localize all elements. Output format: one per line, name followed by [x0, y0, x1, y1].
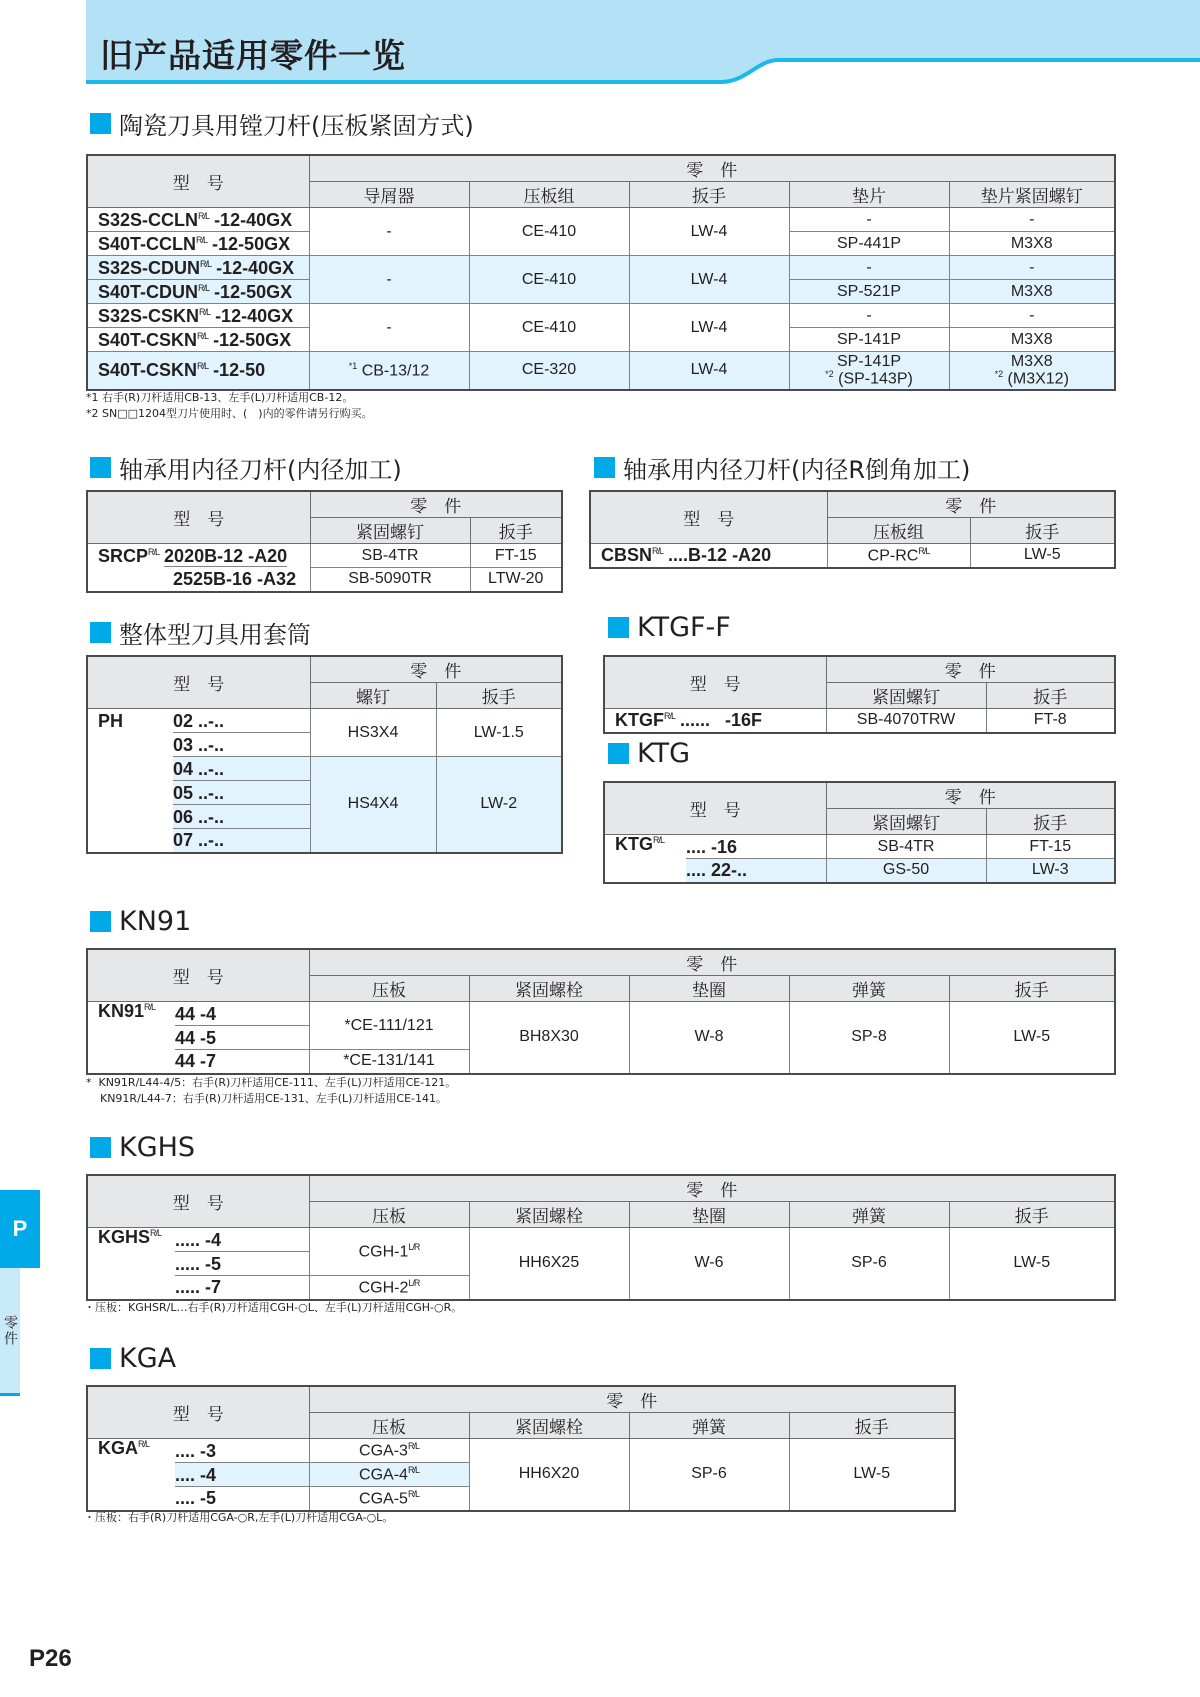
spring-cell: SP-6 — [629, 1439, 789, 1511]
clamp-cell: CGH-$1^{L/R}$ — [309, 1228, 469, 1276]
screw-cell: GS-50 — [826, 859, 986, 883]
model-cell: $S40T-CCLN^{R/L}$ -12-50GX — [87, 232, 309, 256]
model-header: 型 号 — [87, 155, 309, 208]
col-wrench: 扳手 — [949, 976, 1115, 1002]
screw-cell: HS3X4 — [310, 709, 436, 757]
col-screw: 紧固螺钉 — [826, 809, 986, 835]
col-bolt: 紧固螺栓 — [469, 1413, 629, 1439]
chip-breaker-cell: - — [309, 256, 469, 304]
wrench-cell: LW-1.5 — [436, 709, 562, 757]
col-shim: 垫片 — [789, 182, 949, 208]
model-cell: $S40T-CSKN^{R/L}$ -12-50 — [87, 352, 309, 390]
table-row — [87, 1002, 1115, 1026]
wrench-cell: LTW-20 — [470, 568, 562, 592]
col-chip-breaker: 导屑器 — [309, 182, 469, 208]
clamp-cell: CGA-$4^{R/L}$ — [309, 1463, 469, 1487]
col-shim-screw: 垫片紧固螺钉 — [949, 182, 1115, 208]
ceramic-table — [86, 154, 1116, 391]
model-header: 型 号 — [87, 491, 310, 544]
clamp-cell: CE-320 — [469, 352, 629, 390]
wrench-cell: LW-5 — [970, 544, 1115, 568]
note-line: *1 右手(R)刀杆适用CB-13、左手(L)刀杆适用CB-12。 — [86, 391, 354, 404]
model-prefix-cell: PH — [87, 709, 173, 853]
table-row — [87, 544, 562, 568]
wrench-cell: LW-2 — [436, 757, 562, 853]
shim-cell: - — [789, 208, 949, 232]
table-row — [87, 568, 562, 592]
page-number: P26 — [29, 1645, 72, 1672]
page-header — [86, 0, 1200, 90]
spring-cell: SP-8 — [789, 1002, 949, 1074]
model-cell: ..... -7 — [175, 1276, 309, 1300]
model-cell: $S40T-CDUN^{R/L}$ -12-50GX — [87, 280, 309, 304]
table-row — [590, 544, 1115, 568]
shim-cell: SP-141P $^{*2}$ (SP-143P) — [789, 352, 949, 390]
screw-cell: - — [949, 304, 1115, 328]
section-title-text: KTG — [637, 738, 691, 769]
parts-header: 零 件 — [310, 491, 562, 518]
screw-cell: M3X8 $^{*2}$ (M3X12) — [949, 352, 1115, 390]
section-title-bearing-r — [594, 450, 970, 485]
clamp-cell: *CE-111/121 — [309, 1002, 469, 1050]
screw-cell: M3X8 — [949, 232, 1115, 256]
washer-cell: W-8 — [629, 1002, 789, 1074]
parts-header: 零 件 — [826, 656, 1115, 683]
model-cell: $S32S-CCLN^{R/L}$ -12-40GX — [87, 208, 309, 232]
ceramic-notes — [86, 390, 373, 422]
model-cell: .... 22-.. — [686, 859, 826, 883]
section-title-text: 陶瓷刀具用镗刀杆(压板紧固方式) — [119, 112, 474, 140]
section-square-icon — [90, 1348, 111, 1369]
model-cell: ..... -5 — [175, 1252, 309, 1276]
model-header: 型 号 — [604, 782, 826, 835]
note-line: * KN91R/L44-4/5：右手(R)刀杆适用CE-111、左手(L)刀杆适用CE-121。 — [86, 1076, 457, 1089]
side-tab[interactable] — [0, 1190, 40, 1396]
col-screw: 紧固螺钉 — [826, 683, 986, 709]
kga-notes — [84, 1510, 393, 1526]
wrench-cell: LW-5 — [789, 1439, 955, 1511]
model-header: 型 号 — [87, 656, 310, 709]
model-cell: $S32S-CSKN^{R/L}$ -12-40GX — [87, 304, 309, 328]
col-wrench: 扳手 — [629, 182, 789, 208]
parts-header: 零 件 — [309, 949, 1115, 976]
table-row — [87, 304, 1115, 328]
screw-cell: SB-4TR — [826, 835, 986, 859]
col-washer: 垫圈 — [629, 976, 789, 1002]
parts-header: 零 件 — [310, 656, 562, 683]
model-cell: .... -3 — [175, 1439, 309, 1463]
model-cell: 44 -7 — [175, 1050, 309, 1074]
model-cell: 04 ..-.. — [173, 757, 310, 781]
sleeve-table — [86, 655, 563, 854]
screw-cell: - — [949, 208, 1115, 232]
model-header: 型 号 — [87, 949, 309, 1002]
model-prefix-cell: $KN91^{R/L}$ — [87, 1002, 175, 1074]
screw-cell: SB-5090TR — [310, 568, 470, 592]
col-bolt: 紧固螺栓 — [469, 1202, 629, 1228]
bearing-bore-table — [86, 490, 563, 593]
col-spring: 弹簧 — [789, 976, 949, 1002]
note-line: ・压板：右手(R)刀杆适用CGA-○R,左手(L)刀杆适用CGA-○L。 — [84, 1511, 394, 1524]
col-clamp-set: 压板组 — [827, 518, 970, 544]
side-tab-label: 零件 — [0, 1268, 20, 1396]
clamp-cell: CGA-$3^{R/L}$ — [309, 1439, 469, 1463]
section-title-text: KTGF-F — [637, 612, 731, 643]
shim-cell: SP-521P — [789, 280, 949, 304]
model-cell: .... -4 — [175, 1463, 309, 1487]
model-header: 型 号 — [604, 656, 826, 709]
model-cell: 44 -5 — [175, 1026, 309, 1050]
section-title-text: KN91 — [119, 906, 192, 937]
bolt-cell: HH6X25 — [469, 1228, 629, 1300]
clamp-cell: CGA-$5^{R/L}$ — [309, 1487, 469, 1511]
parts-header: 零 件 — [309, 1175, 1115, 1202]
wrench-cell: LW-4 — [629, 352, 789, 390]
table-row — [87, 709, 562, 733]
kn91-notes — [86, 1075, 456, 1107]
col-wrench: 扳手 — [436, 683, 562, 709]
bolt-cell: BH8X30 — [469, 1002, 629, 1074]
note-line: KN91R/L44-7：右手(R)刀杆适用CE-131、左手(L)刀杆适用CE-141。 — [86, 1092, 447, 1105]
section-square-icon — [90, 1137, 111, 1158]
kga-table — [86, 1385, 956, 1512]
model-cell: ..... -4 — [175, 1228, 309, 1252]
chip-breaker-cell: $^{*1}$ CB-13/12 — [309, 352, 469, 390]
ktgf-table — [603, 655, 1116, 734]
model-cell: 06 ..-.. — [173, 805, 310, 829]
section-square-icon — [90, 911, 111, 932]
table-row — [604, 709, 1115, 733]
wrench-cell: LW-4 — [629, 208, 789, 256]
kn91-table — [86, 948, 1116, 1075]
col-screw: 紧固螺钉 — [310, 518, 470, 544]
col-clamp: 压板 — [309, 976, 469, 1002]
section-title-text: 整体型刀具用套筒 — [119, 621, 311, 649]
wrench-cell: LW-4 — [629, 304, 789, 352]
side-tab-letter: P — [0, 1190, 40, 1268]
kghs-table — [86, 1174, 1116, 1301]
clamp-cell: *CE-131/141 — [309, 1050, 469, 1074]
col-wrench: 扳手 — [970, 518, 1115, 544]
wrench-cell: FT-15 — [470, 544, 562, 568]
col-screw: 螺钉 — [310, 683, 436, 709]
wrench-cell: LW-5 — [949, 1228, 1115, 1300]
col-washer: 垫圈 — [629, 1202, 789, 1228]
col-bolt: 紧固螺栓 — [469, 976, 629, 1002]
wrench-cell: LW-3 — [986, 859, 1115, 883]
table-row — [604, 835, 1115, 859]
shim-cell: SP-441P — [789, 232, 949, 256]
table-row — [87, 1228, 1115, 1252]
col-clamp: 压板 — [309, 1413, 469, 1439]
spring-cell: SP-6 — [789, 1228, 949, 1300]
chip-breaker-cell: - — [309, 304, 469, 352]
table-row — [87, 256, 1115, 280]
model-cell: $SRCP^{R/L}$ 2020B-12 -A20 — [87, 544, 310, 568]
model-cell: 07 ..-.. — [173, 829, 310, 853]
col-clamp-set: 压板组 — [469, 182, 629, 208]
model-header: 型 号 — [87, 1175, 309, 1228]
section-square-icon — [90, 622, 111, 643]
shim-cell: SP-141P — [789, 328, 949, 352]
clamp-cell: CE-410 — [469, 304, 629, 352]
col-wrench: 扳手 — [986, 809, 1115, 835]
parts-header: 零 件 — [827, 491, 1115, 518]
section-title-ktg — [608, 738, 690, 769]
model-cell: 2525B-16 -A32 — [87, 568, 310, 592]
page-title: 旧产品适用零件一览 — [100, 36, 406, 75]
section-title-text: KGA — [119, 1343, 177, 1374]
wrench-cell: LW-5 — [949, 1002, 1115, 1074]
model-prefix-cell: $KGA^{R/L}$ — [87, 1439, 175, 1511]
model-cell: $S32S-CDUN^{R/L}$ -12-40GX — [87, 256, 309, 280]
model-cell: 03 ..-.. — [173, 733, 310, 757]
note-line: ・压板：KGHSR/L…右手(R)刀杆适用CGH-○L、左手(L)刀杆适用CGH-○R。 — [84, 1301, 463, 1314]
section-title-ktgf — [608, 612, 731, 643]
clamp-cell: CE-410 — [469, 256, 629, 304]
section-title-sleeve — [90, 615, 311, 650]
wrench-cell: FT-15 — [986, 835, 1115, 859]
model-prefix-cell: $KGHS^{R/L}$ — [87, 1228, 175, 1300]
col-wrench: 扳手 — [986, 683, 1115, 709]
col-clamp: 压板 — [309, 1202, 469, 1228]
table-row — [87, 208, 1115, 232]
bolt-cell: HH6X20 — [469, 1439, 629, 1511]
model-cell: .... -5 — [175, 1487, 309, 1511]
section-title-text: 轴承用内径刀杆(内径加工) — [119, 456, 402, 484]
wrench-cell: LW-4 — [629, 256, 789, 304]
screw-cell: HS4X4 — [310, 757, 436, 853]
model-cell: 02 ..-.. — [173, 709, 310, 733]
model-header: 型 号 — [590, 491, 827, 544]
section-title-ceramic — [90, 106, 474, 141]
col-wrench: 扳手 — [470, 518, 562, 544]
section-title-text: 轴承用内径刀杆(内径R倒角加工) — [623, 456, 971, 484]
note-line: *2 SN□□1204型刀片使用时、( )内的零件请另行购买。 — [86, 407, 373, 420]
model-cell: .... -16 — [686, 835, 826, 859]
kghs-notes — [84, 1300, 462, 1316]
section-square-icon — [608, 743, 629, 764]
parts-header: 零 件 — [826, 782, 1115, 809]
bearing-r-table — [589, 490, 1116, 569]
section-square-icon — [90, 113, 111, 134]
table-row — [87, 352, 1115, 390]
model-prefix-cell: $KTG^{R/L}$ — [604, 835, 686, 883]
model-cell: $CBSN^{R/L}$ ....B-12 -A20 — [590, 544, 827, 568]
shim-cell: - — [789, 256, 949, 280]
clamp-cell: $CP-RC^{R/L}$ — [827, 544, 970, 568]
section-title-bearing-bore — [90, 450, 402, 485]
ktg-table — [603, 781, 1116, 884]
col-spring: 弹簧 — [629, 1413, 789, 1439]
model-cell: 05 ..-.. — [173, 781, 310, 805]
section-title-kghs — [90, 1132, 195, 1163]
parts-header: 零 件 — [309, 155, 1115, 182]
section-title-text: KGHS — [119, 1132, 196, 1163]
screw-cell: M3X8 — [949, 328, 1115, 352]
section-square-icon — [594, 457, 615, 478]
section-title-kga — [90, 1343, 176, 1374]
screw-cell: M3X8 — [949, 280, 1115, 304]
model-header: 型 号 — [87, 1386, 309, 1439]
clamp-cell: CE-410 — [469, 208, 629, 256]
washer-cell: W-6 — [629, 1228, 789, 1300]
model-cell: 44 -4 — [175, 1002, 309, 1026]
table-row — [87, 1439, 955, 1463]
model-cell: $S40T-CSKN^{R/L}$ -12-50GX — [87, 328, 309, 352]
screw-cell: SB-4TR — [310, 544, 470, 568]
col-wrench: 扳手 — [949, 1202, 1115, 1228]
section-title-kn91 — [90, 906, 191, 937]
shim-cell: - — [789, 304, 949, 328]
col-spring: 弹簧 — [789, 1202, 949, 1228]
screw-cell: - — [949, 256, 1115, 280]
parts-header: 零 件 — [309, 1386, 955, 1413]
section-square-icon — [90, 457, 111, 478]
section-square-icon — [608, 617, 629, 638]
chip-breaker-cell: - — [309, 208, 469, 256]
model-cell: $KTGF^{R/L}$ ...... -16F — [604, 709, 826, 733]
clamp-cell: CGH-$2^{L/R}$ — [309, 1276, 469, 1300]
col-wrench: 扳手 — [789, 1413, 955, 1439]
wrench-cell: FT-8 — [986, 709, 1115, 733]
screw-cell: SB-4070TRW — [826, 709, 986, 733]
